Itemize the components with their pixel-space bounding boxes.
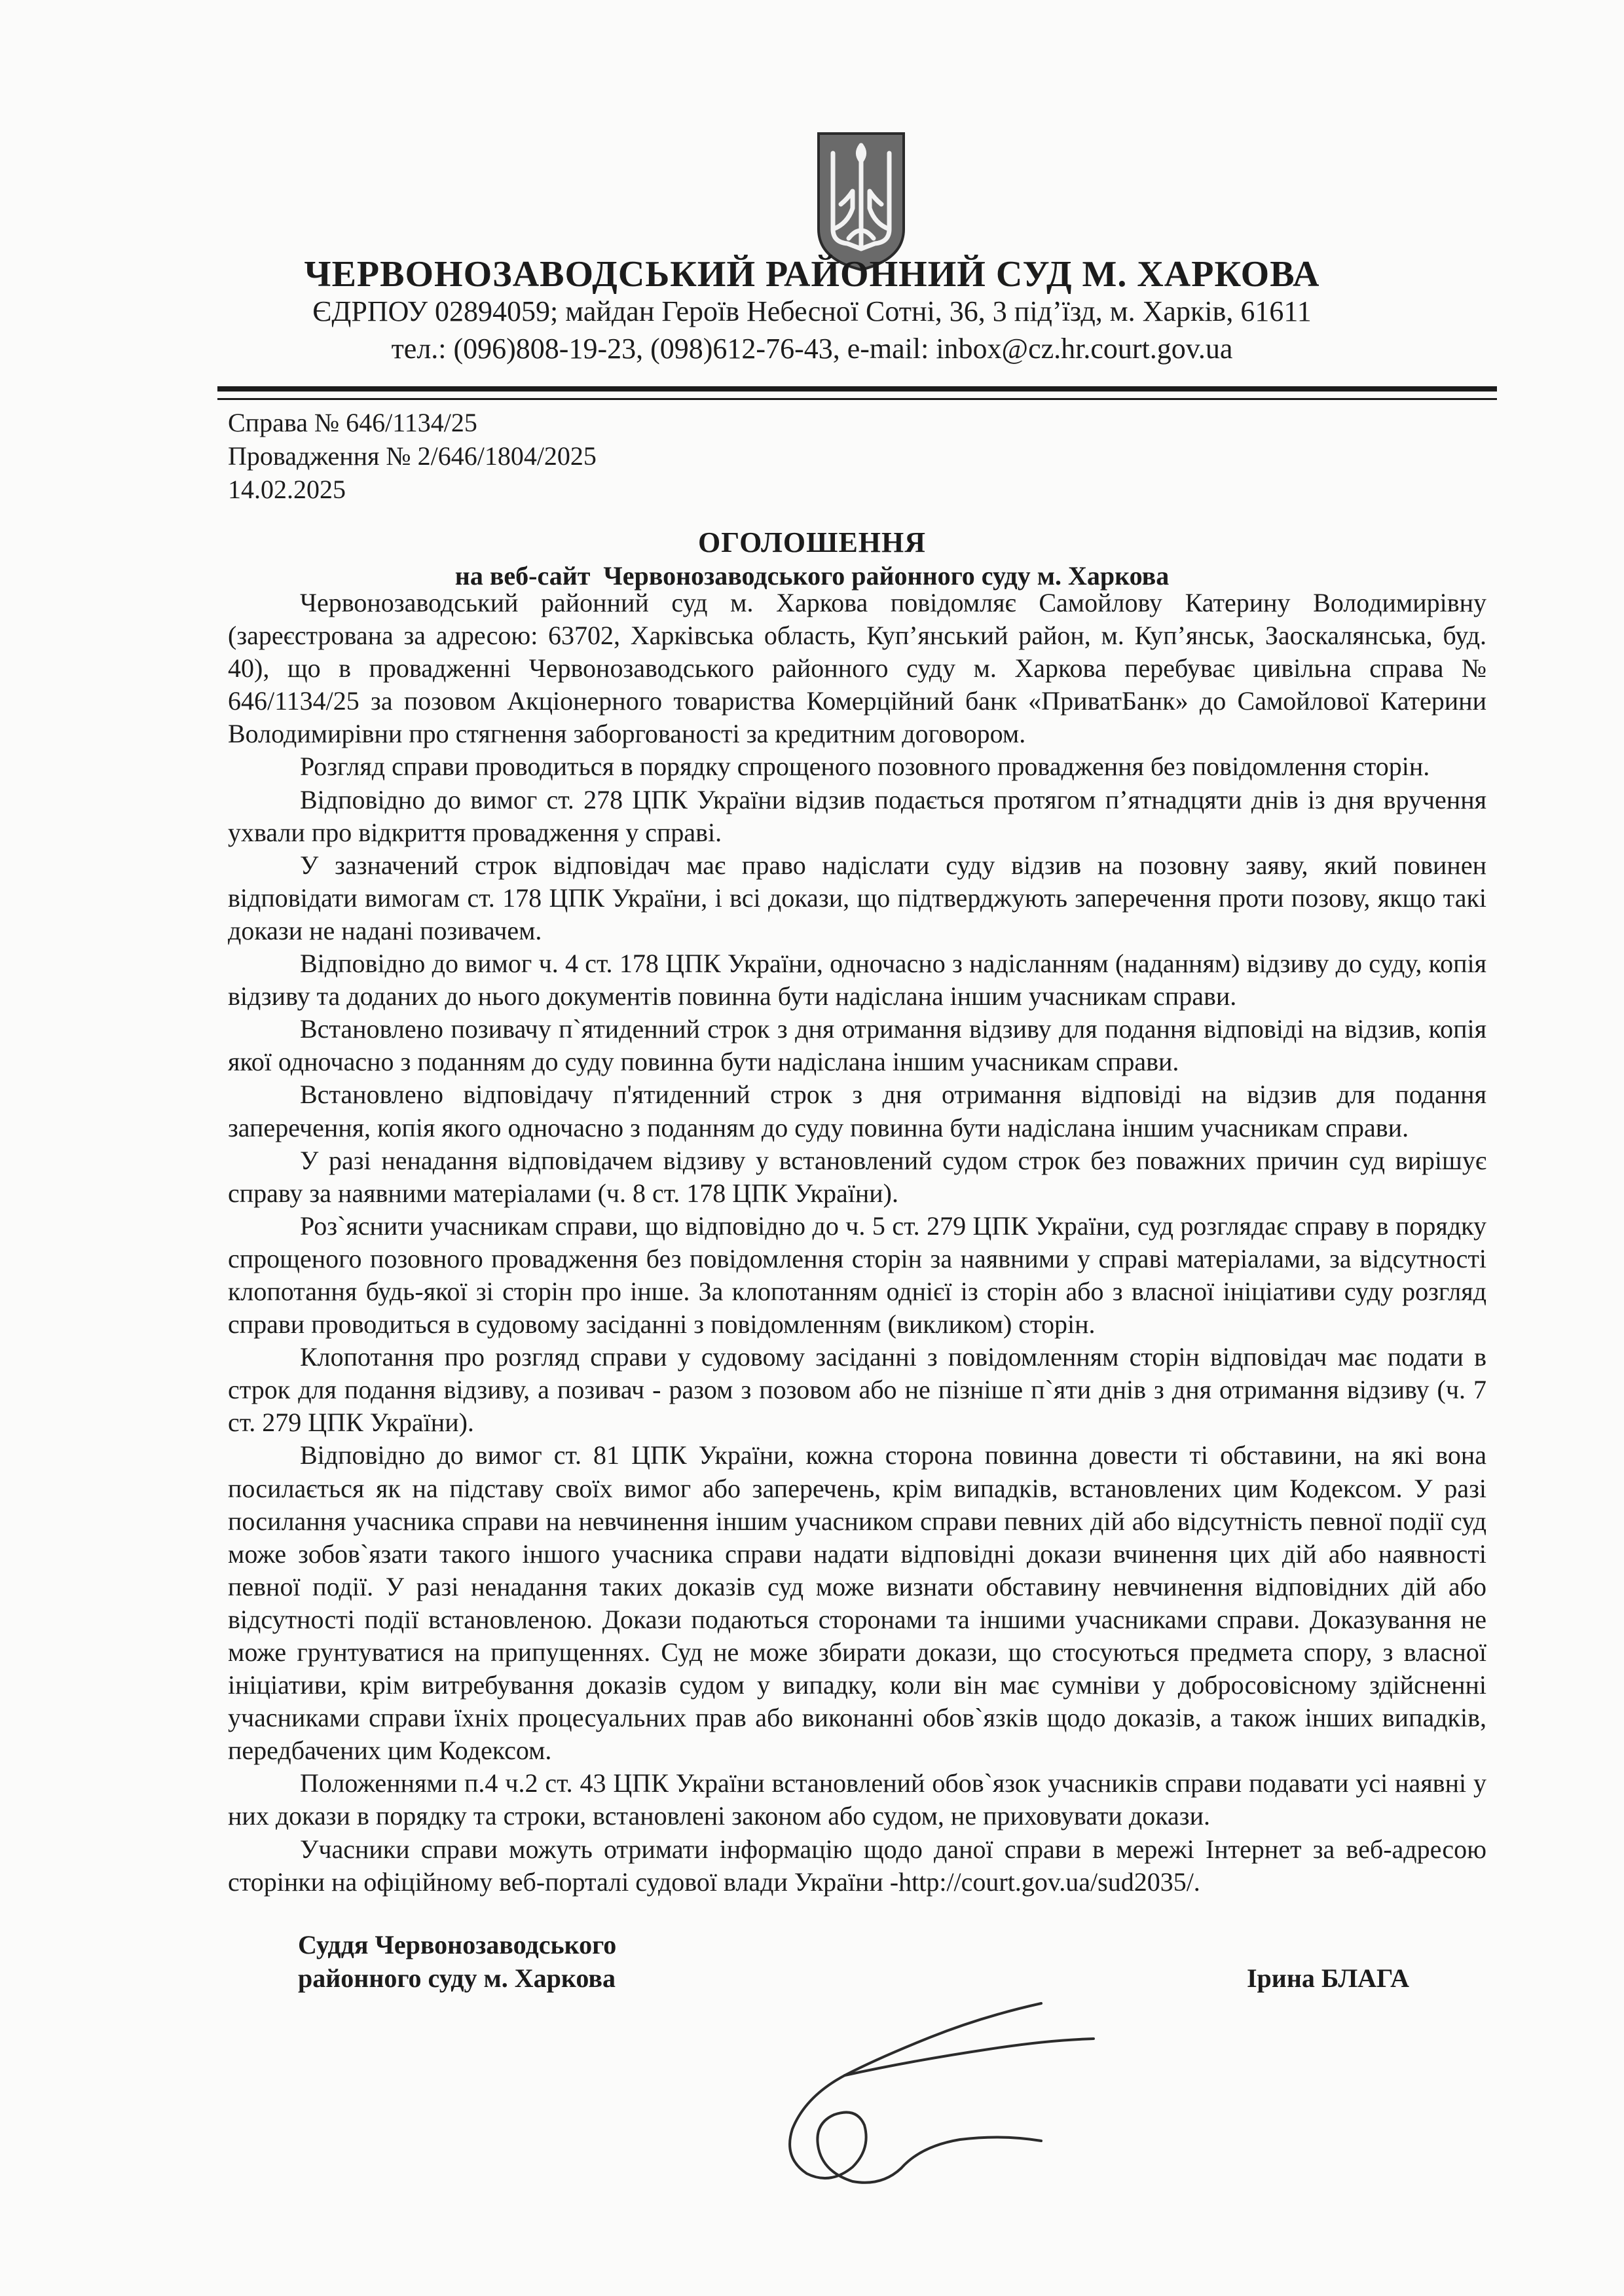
handwritten-signature	[766, 1977, 1107, 2200]
court-address-line: ЄДРПОУ 02894059; майдан Героїв Небесної Сотні, 36, 3 під’їзд, м. Харків, 61611	[312, 295, 1312, 327]
body-paragraph: Положеннями п.4 ч.2 ст. 43 ЦПК України встановлений обов`язок учасників справи подавати усі наявні у них докази в порядку та строки, встановлені законом або судом, не приховувати докази.	[228, 1768, 1486, 1831]
judge-position-line: Суддя Червонозаводського	[298, 1930, 617, 1959]
announcement-title: ОГОЛОШЕННЯ	[697, 526, 927, 558]
header-divider-thin	[217, 398, 1497, 400]
body-paragraph: У разі ненадання відповідачем відзиву у встановлений судом строк без поважних причин суд вирішує справу за наявними матеріалами (ч. 8 ст. 178 ЦПК України).	[228, 1145, 1486, 1208]
body-paragraph: Відповідно до вимог ч. 4 ст. 178 ЦПК України, одночасно з надісланням (наданням) відзиву до суду, копія відзиву та доданих до нього документів повинна бути надіслана іншим учасникам справи.	[228, 949, 1486, 1011]
judge-name: Ірина БЛАГА	[1246, 1963, 1409, 1993]
body-paragraph: Встановлено позивачу п`ятиденний строк з дня отримання відзиву для подання відповіді на відзив, копія якої одночасно з поданням до суду повинна бути надіслана іншим учасникам справи.	[228, 1014, 1486, 1077]
header-divider-thick	[217, 386, 1497, 392]
document-date: 14.02.2025	[228, 475, 346, 504]
body-paragraph: Учасники справи можуть отримати інформацію щодо даної справи в мережі Інтернет за веб-адресою сторінки на офіційному веб-порталі судової влади України -http://court.gov.ua/sud2035/.	[228, 1834, 1486, 1897]
body-paragraph: Розгляд справи проводиться в порядку спрощеного позовного провадження без повідомлення сторін.	[300, 752, 1430, 782]
body-paragraph: Відповідно до вимог ст. 81 ЦПК України, кожна сторона повинна довести ті обставини, на які вона посилається як на підставу своїх вимог або заперечень, крім випадків, встановлених цим Кодексом. У разі посилання учасника справи на невчинення іншим учасником справи певних дій або відсутність певної події суд може зобов`язати такого іншого учасника справи надати відповідні докази вчинення цих дій або наявності певної події. У разі ненадання таких доказів суд може визнати обставину невчинення відповідних дій або відсутності події встановленою. Докази подаються сторонами та іншими учасниками справи. Доказування не може грунтуватися на припущеннях. Суд не може збирати докази, що стосуються предмета спору, з власної ініціативи, крім витребування доказів судом у випадку, коли він має сумніви у добросовісному здійсненні учасниками справи їхніх процесуальних прав або виконанні обов`язків щодо доказів, а також інших випадків, передбачених цим Кодексом.	[228, 1440, 1486, 1766]
body-paragraph: У зазначений строк відповідач має право надіслати суду відзив на позовну заяву, який повинен відповідати вимогам ст. 178 ЦПК України, і всі докази, що підтверджують заперечення проти позову, якщо такі докази не надані позивачем.	[228, 850, 1486, 945]
case-meta	[228, 406, 597, 506]
body-paragraph: Відповідно до вимог ст. 278 ЦПК України відзив подається протягом п’ятнадцяти днів із дня вручення ухвали про відкриття провадження у справі.	[228, 784, 1486, 847]
body-paragraph: Клопотання про розгляд справи у судовому засіданні з повідомленням сторін відповідач має подати в строк для подання відзиву, а позивач - разом з позовом або не пізніше п`яти днів з дня отримання відзиву (ч. 7 ст. 279 ЦПК України).	[228, 1342, 1486, 1438]
judge-position-line: районного суду м. Харкова	[298, 1963, 616, 1993]
court-name: ЧЕРВОНОЗАВОДСЬКИЙ РАЙОННИЙ СУД М. ХАРКОВА	[304, 254, 1320, 295]
announcement-subtitle: на веб-сайт Червонозаводського районного суду м. Харкова	[454, 561, 1170, 591]
body-paragraph: Встановлено відповідачу п'ятиденний строк з дня отримання відповіді на відзив для подання заперечення, копія якого одночасно з поданням до суду повинна бути надіслана іншим учасникам справи.	[228, 1080, 1486, 1142]
body-paragraph: Роз`яснити учасникам справи, що відповідно до ч. 5 ст. 279 ЦПК України, суд розглядає справу в порядку спрощеного позовного провадження без повідомлення сторін за наявними у справі матеріалами, за відсутності клопотання будь-якої зі сторін про інше. За клопотанням однієї із сторін або з власної ініціативи суду розгляд справи проводиться в судовому засіданні з повідомленням (викликом) сторін.	[228, 1211, 1486, 1339]
judge-position	[298, 1928, 616, 1995]
case-number: Справа № 646/1134/25	[228, 408, 477, 437]
court-contacts-line: тел.: (096)808-19-23, (098)612-76-43, e-mail: inbox@cz.hr.court.gov.ua	[391, 333, 1233, 365]
announcement-body	[228, 587, 1486, 1899]
proceeding-number: Провадження № 2/646/1804/2025	[228, 441, 597, 471]
body-paragraph: Червонозаводський районний суд м. Харкова повідомляє Самойлову Катерину Володимирівну (зареєстрована за адресою: 63702, Харківська область, Куп’янський район, м. Куп’янськ, Заоскалянська, буд. 40), що в провадженні Червонозаводського районного суду м. Харкова перебуває цивільна справа № 646/1134/25 за позовом Акціонерного товариства Комерційний банк «ПриватБанк» до Самойлової Катерини Володимирівни про стягнення заборгованості за кредитним договором.	[228, 588, 1486, 749]
